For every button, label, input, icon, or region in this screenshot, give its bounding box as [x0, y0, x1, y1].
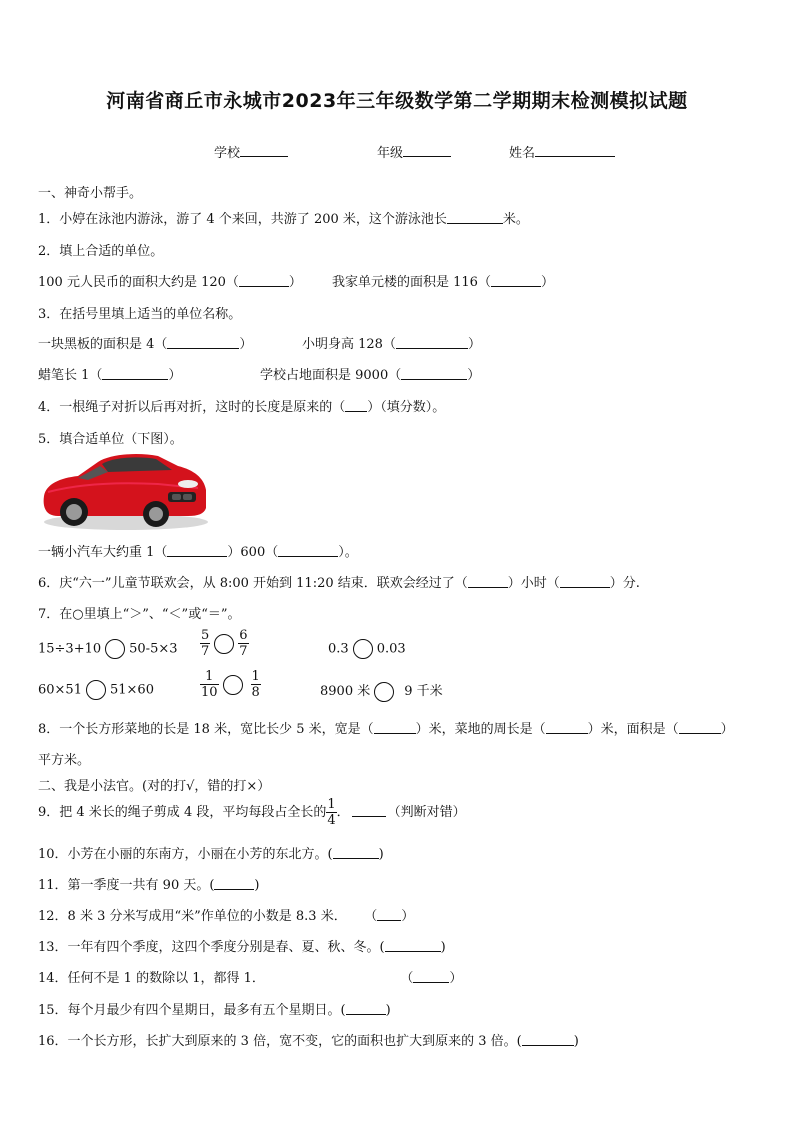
q14-blank[interactable]: [413, 970, 449, 983]
q1-blank[interactable]: [447, 211, 503, 224]
page-title: 河南省商丘市永城市2023年三年级数学第二学期期末检测模拟试题: [106, 90, 688, 112]
q7-row2-item2: [200, 669, 261, 700]
question-13: 13．一年有四个季度，这四个季度分别是春、夏、秋、冬。( ): [38, 940, 446, 955]
fraction: $\frac{6}{7}$: [239, 628, 248, 659]
question-12: 12．8 米 3 分米写成用“米”作单位的小数是 8.3 米． （ ）: [38, 909, 415, 924]
grade-blank[interactable]: [403, 144, 451, 157]
q10-blank[interactable]: [333, 846, 379, 859]
question-3c: 蜡笔长 1（ ）: [38, 368, 182, 383]
compare-circle[interactable]: [353, 639, 373, 659]
question-16: 16．一个长方形，长扩大到原来的 3 倍，宽不变，它的面积也扩大到原来的 3 倍。( ): [38, 1034, 579, 1049]
q2a-blank[interactable]: [239, 274, 289, 287]
q4-blank[interactable]: [345, 399, 367, 412]
question-3: 3．在括号里填上适当的单位名称。: [38, 307, 242, 322]
question-10: 10．小芳在小丽的东南方，小丽在小芳的东北方。( ): [38, 847, 384, 862]
question-8: 8．一个长方形菜地的长是 18 米，宽比长少 5 米，宽是（ ）米，菜地的周长是（ ）米，面积是（ ）: [38, 722, 734, 737]
compare-circle[interactable]: [105, 639, 125, 659]
question-2b: 我家单元楼的面积是 116（ ）: [332, 275, 554, 290]
q13-blank[interactable]: [385, 939, 441, 952]
q7-row2-item1: 60×51 51×60: [38, 680, 154, 700]
q16-blank[interactable]: [522, 1033, 574, 1046]
q7-row1-item2: [200, 628, 249, 659]
q3d-blank[interactable]: [401, 367, 467, 380]
q8-blank-area[interactable]: [679, 721, 721, 734]
question-11: 11．第一季度一共有 90 天。( ): [38, 878, 260, 893]
q9-blank[interactable]: [352, 804, 386, 817]
grade-field: 年级: [377, 142, 451, 161]
question-2: 2．填上合适的单位。: [38, 244, 164, 259]
question-9: 9．把 4 米长的绳子剪成 4 段，平均每段占全长的 $\frac{1}{4}$ ． （判断对错）: [38, 797, 466, 828]
school-field: 学校: [214, 142, 288, 161]
q6-blank-minutes[interactable]: [560, 575, 610, 588]
question-3b: 小明身高 128（ ）: [302, 337, 481, 352]
q8-blank-width[interactable]: [374, 721, 416, 734]
compare-circle[interactable]: [223, 675, 243, 695]
q3b-blank[interactable]: [396, 336, 468, 349]
question-5a: 一辆小汽车大约重 1（ ）600（ ）。: [38, 545, 358, 560]
question-14: 14．任何不是 1 的数除以 1，都得 1． （ ）: [38, 971, 463, 986]
compare-circle[interactable]: [214, 634, 234, 654]
question-6: 6．庆“六一”儿童节联欢会，从 8:00 开始到 11:20 结束．联欢会经过了（ ）小时（ ）分.: [38, 576, 640, 591]
compare-circle[interactable]: [86, 680, 106, 700]
q3c-blank[interactable]: [102, 367, 168, 380]
question-7: 7．在○里填上“＞”、“＜”或“＝”。: [38, 607, 241, 622]
q5a-blank-1[interactable]: [167, 544, 227, 557]
q11-blank[interactable]: [214, 877, 254, 890]
q6-blank-hours[interactable]: [468, 575, 508, 588]
question-15: 15．每个月最少有四个星期日，最多有五个星期日。( ): [38, 1003, 391, 1018]
fraction: $\frac{1}{4}$: [327, 797, 336, 828]
q15-blank[interactable]: [346, 1002, 386, 1015]
section-2-heading: 二、我是小法官。(对的打√，错的打×）: [38, 779, 271, 794]
section-1-heading: 一、神奇小帮手。: [38, 186, 143, 201]
question-4: 4．一根绳子对折以后再对折，这时的长度是原来的（ ）（填分数）。: [38, 400, 446, 415]
question-3d: 学校占地面积是 9000（ ）: [260, 368, 481, 383]
school-blank[interactable]: [240, 144, 288, 157]
question-1: 1．小婷在泳池内游泳，游了 4 个来回，共游了 200 米，这个游泳池长 米。: [38, 212, 529, 227]
q7-row1-item3: 0.3 0.03: [328, 639, 406, 659]
compare-circle[interactable]: [374, 682, 394, 702]
name-blank[interactable]: [535, 144, 615, 157]
q12-blank[interactable]: [377, 908, 401, 921]
fraction: $\frac{1}{8}$: [251, 669, 260, 700]
name-field: 姓名: [509, 142, 615, 161]
red-car-image: [38, 448, 210, 532]
q3a-blank[interactable]: [167, 336, 239, 349]
fraction: $\frac{1}{10}$: [201, 669, 218, 700]
q8-blank-perimeter[interactable]: [546, 721, 588, 734]
q7-row2-item3: 8900 米 9 千米: [320, 680, 443, 702]
q7-row1-item1: 15÷3+10 50-5×3: [38, 639, 178, 659]
question-3a: 一块黑板的面积是 4（ ）: [38, 337, 253, 352]
fraction: $\frac{5}{7}$: [201, 628, 210, 659]
question-2a: 100 元人民币的面积大约是 120（ ）: [38, 275, 302, 290]
question-5: 5．填合适单位（下图）。: [38, 432, 183, 447]
q5a-blank-2[interactable]: [278, 544, 338, 557]
q2b-blank[interactable]: [491, 274, 541, 287]
question-8-unit: 平方米。: [38, 753, 91, 768]
